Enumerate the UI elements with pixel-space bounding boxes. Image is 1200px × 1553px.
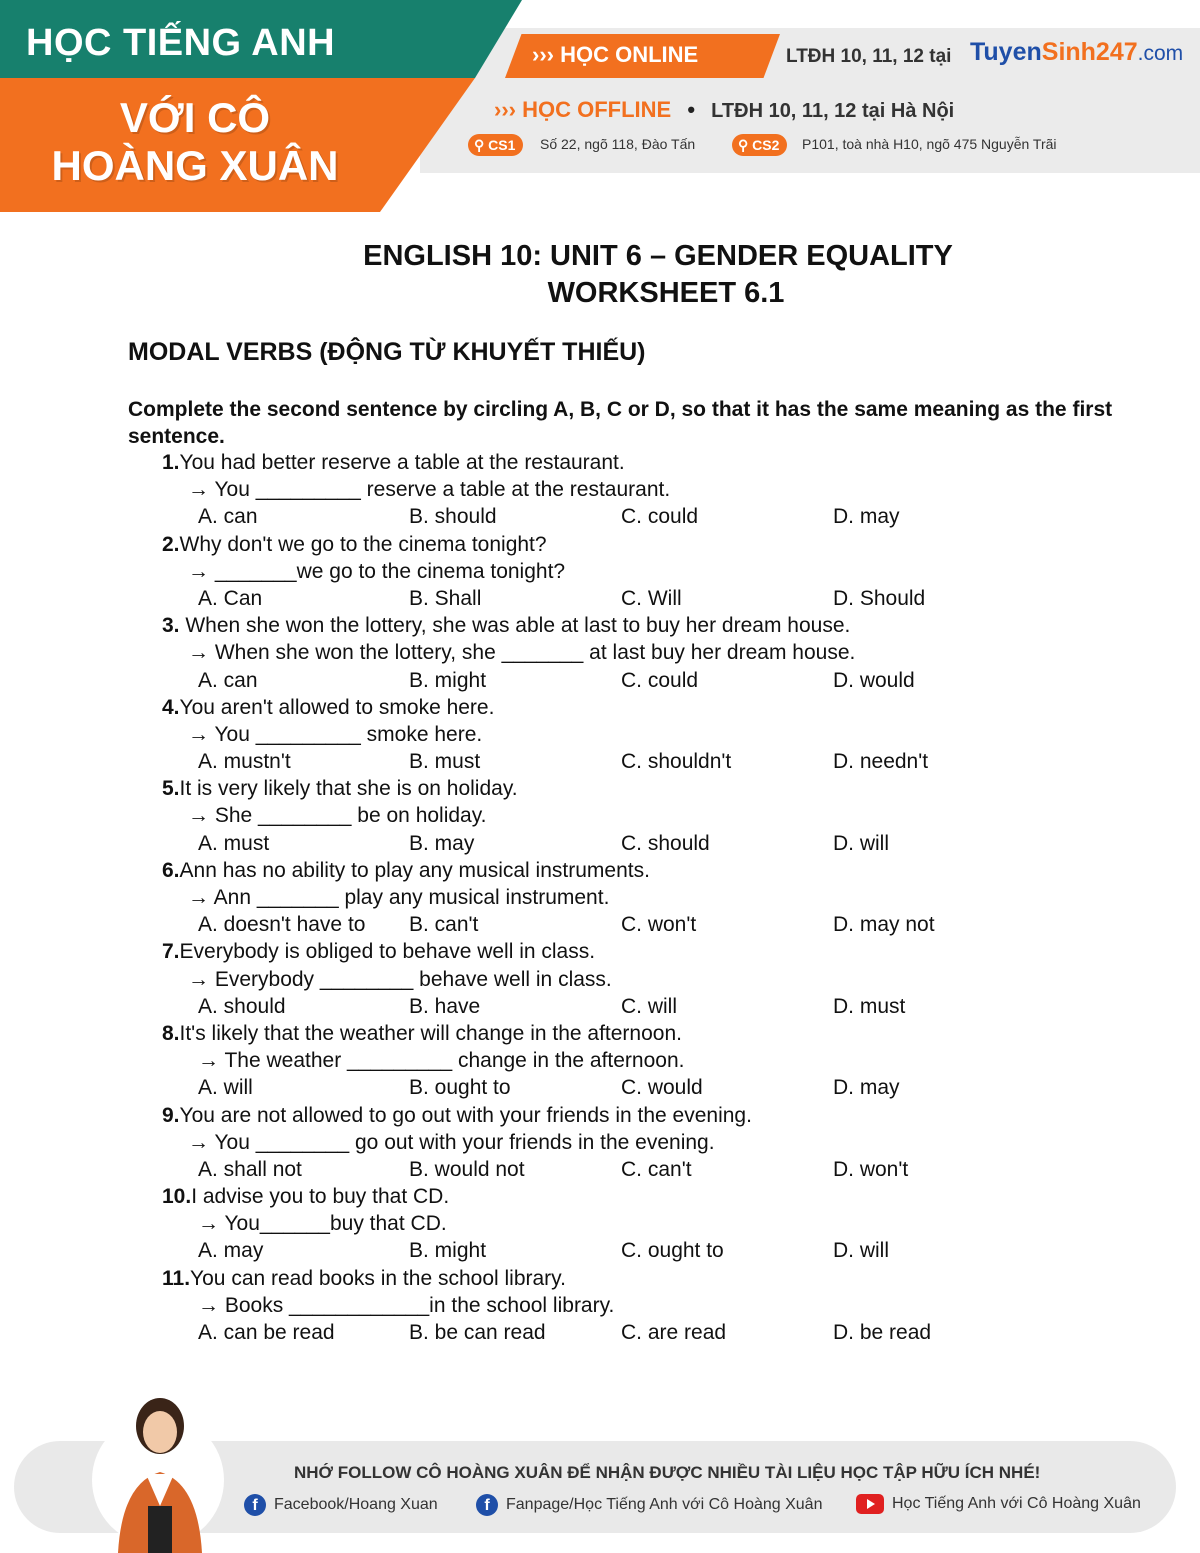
- options-5: [162, 830, 1062, 857]
- question-1: [162, 449, 1062, 476]
- question-text: When she won the lottery, she was able at last to buy her dream house.: [179, 614, 851, 638]
- online-description: LTĐH 10, 11, 12 tại: [786, 46, 952, 67]
- option-b[interactable]: B. must: [409, 750, 481, 774]
- option-b[interactable]: B. would not: [409, 1157, 525, 1181]
- option-a[interactable]: A. doesn't have to: [198, 913, 366, 937]
- youtube-text: Học Tiếng Anh với Cô Hoàng Xuân: [892, 1495, 1141, 1512]
- rewrite-1: → You _________ reserve a table at the restaurant.: [188, 478, 671, 502]
- option-c[interactable]: C. should: [621, 831, 710, 855]
- option-a[interactable]: A. should: [198, 994, 286, 1018]
- logo-part2: Sinh247: [1041, 38, 1138, 66]
- option-a[interactable]: A. can: [198, 668, 258, 692]
- section-heading: MODAL VERBS (ĐỘNG TỪ KHUYẾT THIẾU): [128, 338, 646, 366]
- options-9: [162, 1156, 1062, 1183]
- option-d[interactable]: D. won't: [833, 1157, 909, 1181]
- facebook-icon: f: [244, 1494, 266, 1516]
- worksheet-subtitle: WORKSHEET 6.1: [547, 277, 785, 309]
- option-b[interactable]: B. have: [409, 994, 481, 1018]
- question-text: Everybody is obliged to behave well in class.: [179, 940, 596, 964]
- options-10: [162, 1237, 1062, 1264]
- option-b[interactable]: B. may: [409, 831, 475, 855]
- question-text: You can read books in the school library.: [190, 1266, 566, 1290]
- online-label: [532, 42, 698, 68]
- option-c[interactable]: C. would: [621, 1076, 703, 1100]
- question-number: 9.: [162, 1103, 180, 1127]
- option-d[interactable]: D. be read: [833, 1321, 932, 1344]
- rewrite-7: → Everybody ________ behave well in class.: [188, 967, 612, 991]
- header-banner: [0, 0, 1200, 215]
- brand-line2: VỚI CÔ: [119, 94, 271, 141]
- question-number: 4.: [162, 695, 180, 719]
- question-text: You aren't allowed to smoke here.: [179, 695, 495, 719]
- option-d[interactable]: D. may not: [833, 913, 935, 937]
- rewrite-2: → _______we go to the cinema tonight?: [188, 559, 566, 583]
- question-text: Why don't we go to the cinema tonight?: [179, 532, 547, 556]
- option-b[interactable]: B. should: [409, 505, 497, 529]
- youtube-icon: [856, 1494, 884, 1514]
- question-4: [162, 694, 1062, 721]
- cs1-badge: [468, 134, 523, 156]
- question-number: 3.: [162, 614, 180, 638]
- options-3: [162, 667, 1062, 694]
- question-number: 8.: [162, 1021, 180, 1045]
- facebook-link[interactable]: [244, 1494, 438, 1516]
- tuyensinh-logo[interactable]: [970, 38, 1183, 67]
- brand-line1: HỌC TIẾNG ANH: [26, 22, 336, 64]
- option-d[interactable]: D. needn't: [833, 750, 929, 774]
- cs1-label: CS1: [488, 137, 516, 153]
- question-number: 11.: [162, 1266, 191, 1290]
- question-number: 10.: [162, 1185, 192, 1209]
- fanpage-text: Fanpage/Học Tiếng Anh với Cô Hoàng Xuân: [506, 1496, 823, 1513]
- rewrite-10: → You______buy that CD.: [198, 1212, 447, 1236]
- rewrite-9: → You ________ go out with your friends in the evening.: [188, 1130, 715, 1154]
- cs2-label: CS2: [752, 137, 780, 153]
- question-7: [162, 938, 1062, 965]
- fanpage-link[interactable]: [476, 1494, 822, 1516]
- option-b[interactable]: B. might: [409, 1239, 487, 1263]
- options-6: [162, 911, 1062, 938]
- option-c[interactable]: C. could: [621, 505, 699, 529]
- question-number: 5.: [162, 777, 180, 801]
- rewrite-11: → Books ____________in the school library.: [198, 1293, 615, 1317]
- question-text: It's likely that the weather will change in the afternoon.: [179, 1021, 682, 1045]
- option-d[interactable]: D. would: [833, 668, 915, 692]
- option-c[interactable]: C. won't: [621, 913, 697, 937]
- arrows-icon: ›››: [494, 97, 516, 122]
- question-2: [162, 531, 1062, 558]
- option-b[interactable]: B. Shall: [409, 586, 482, 610]
- option-d[interactable]: D. will: [833, 1239, 889, 1263]
- instruction-text: Complete the second sentence by circling A, B, C or D, so that it has the same meaning as the first sentence.: [128, 398, 1113, 448]
- offline-description: LTĐH 10, 11, 12 tại Hà Nội: [711, 100, 955, 122]
- option-d[interactable]: D. may: [833, 1076, 900, 1100]
- question-number: 7.: [162, 940, 180, 964]
- rewrite-8: → The weather _________ change in the afternoon.: [198, 1049, 685, 1073]
- question-10: [162, 1183, 1062, 1210]
- offline-label: HỌC OFFLINE: [522, 97, 672, 122]
- question-text: You are not allowed to go out with your friends in the evening.: [179, 1103, 752, 1127]
- facebook-text: Facebook/Hoang Xuan: [274, 1496, 438, 1513]
- options-4: [162, 748, 1062, 775]
- option-a[interactable]: A. may: [198, 1239, 264, 1263]
- option-a[interactable]: A. can be read: [198, 1321, 335, 1344]
- question-11: [162, 1265, 1062, 1292]
- arrows-icon: ›››: [532, 42, 554, 67]
- option-c[interactable]: C. ought to: [621, 1239, 724, 1263]
- question-list: [162, 449, 1062, 1346]
- question-9: [162, 1102, 1062, 1129]
- teacher-avatar: [88, 1388, 228, 1553]
- offline-line: [494, 97, 954, 123]
- option-b[interactable]: B. might: [409, 668, 487, 692]
- rewrite-3: → When she won the lottery, she _______ at last buy her dream house.: [188, 641, 856, 665]
- cs2-address: P101, toà nhà H10, ngõ 475 Nguyễn Trãi: [802, 136, 1057, 152]
- question-text: I advise you to buy that CD.: [191, 1185, 450, 1209]
- option-a[interactable]: A. shall not: [198, 1157, 302, 1181]
- facebook-icon: f: [476, 1494, 498, 1516]
- question-text: You had better reserve a table at the restaurant.: [179, 451, 625, 474]
- question-number: 2.: [162, 532, 180, 556]
- option-c[interactable]: C. shouldn't: [621, 750, 732, 774]
- rewrite-6: → Ann _______ play any musical instrument.: [188, 886, 610, 909]
- bullet-dot: •: [687, 97, 696, 122]
- footer-message: NHỚ FOLLOW CÔ HOÀNG XUÂN ĐỂ NHẬN ĐƯỢC NHIỀU TÀI LIỆU HỌC TẬP HỮU ÍCH NHÉ!: [294, 1463, 1041, 1482]
- options-8: [162, 1074, 1062, 1101]
- option-d[interactable]: D. Should: [833, 586, 926, 610]
- location-pin-icon: ⚲: [738, 137, 749, 153]
- cs2-badge: [732, 134, 787, 156]
- option-c[interactable]: C. are read: [621, 1321, 727, 1344]
- option-c[interactable]: C. could: [621, 668, 699, 692]
- rewrite-5: → She ________ be on holiday.: [188, 804, 487, 828]
- brand-line3: HOÀNG XUÂN: [51, 142, 339, 189]
- option-b[interactable]: B. be can read: [409, 1321, 546, 1344]
- rewrite-4: → You _________ smoke here.: [188, 722, 483, 746]
- option-c[interactable]: C. will: [621, 994, 677, 1018]
- question-8: [162, 1020, 1062, 1047]
- option-a[interactable]: A. Can: [198, 586, 263, 610]
- logo-part3: .com: [1137, 42, 1184, 65]
- question-number: 6.: [162, 858, 180, 882]
- online-label-text: HỌC ONLINE: [560, 42, 699, 67]
- question-text: Ann has no ability to play any musical instruments.: [179, 858, 650, 882]
- options-11: [162, 1319, 1062, 1346]
- options-1: [162, 503, 1062, 530]
- option-a[interactable]: A. can: [198, 505, 258, 529]
- question-5: [162, 775, 1062, 802]
- option-d[interactable]: D. must: [833, 994, 906, 1018]
- option-a[interactable]: A. must: [198, 831, 270, 855]
- question-text: It is very likely that she is on holiday.: [179, 777, 518, 801]
- location-pin-icon: ⚲: [474, 137, 485, 153]
- option-c[interactable]: C. Will: [621, 586, 682, 610]
- option-d[interactable]: D. may: [833, 505, 900, 529]
- worksheet-title: ENGLISH 10: UNIT 6 – GENDER EQUALITY: [363, 240, 953, 272]
- option-b[interactable]: B. ought to: [409, 1076, 511, 1100]
- option-b[interactable]: B. can't: [409, 913, 479, 937]
- youtube-link[interactable]: [856, 1494, 1141, 1514]
- option-c[interactable]: C. can't: [621, 1157, 692, 1181]
- option-d[interactable]: D. will: [833, 831, 889, 855]
- question-number: 1.: [162, 451, 180, 474]
- option-a[interactable]: A. mustn't: [198, 750, 291, 774]
- options-7: [162, 993, 1062, 1020]
- cs1-address: Số 22, ngõ 118, Đào Tấn: [540, 136, 696, 152]
- logo-part1: Tuyen: [970, 38, 1042, 66]
- question-6: [162, 857, 1062, 884]
- option-a[interactable]: A. will: [198, 1076, 253, 1100]
- question-3: [162, 612, 1062, 639]
- options-2: [162, 585, 1062, 612]
